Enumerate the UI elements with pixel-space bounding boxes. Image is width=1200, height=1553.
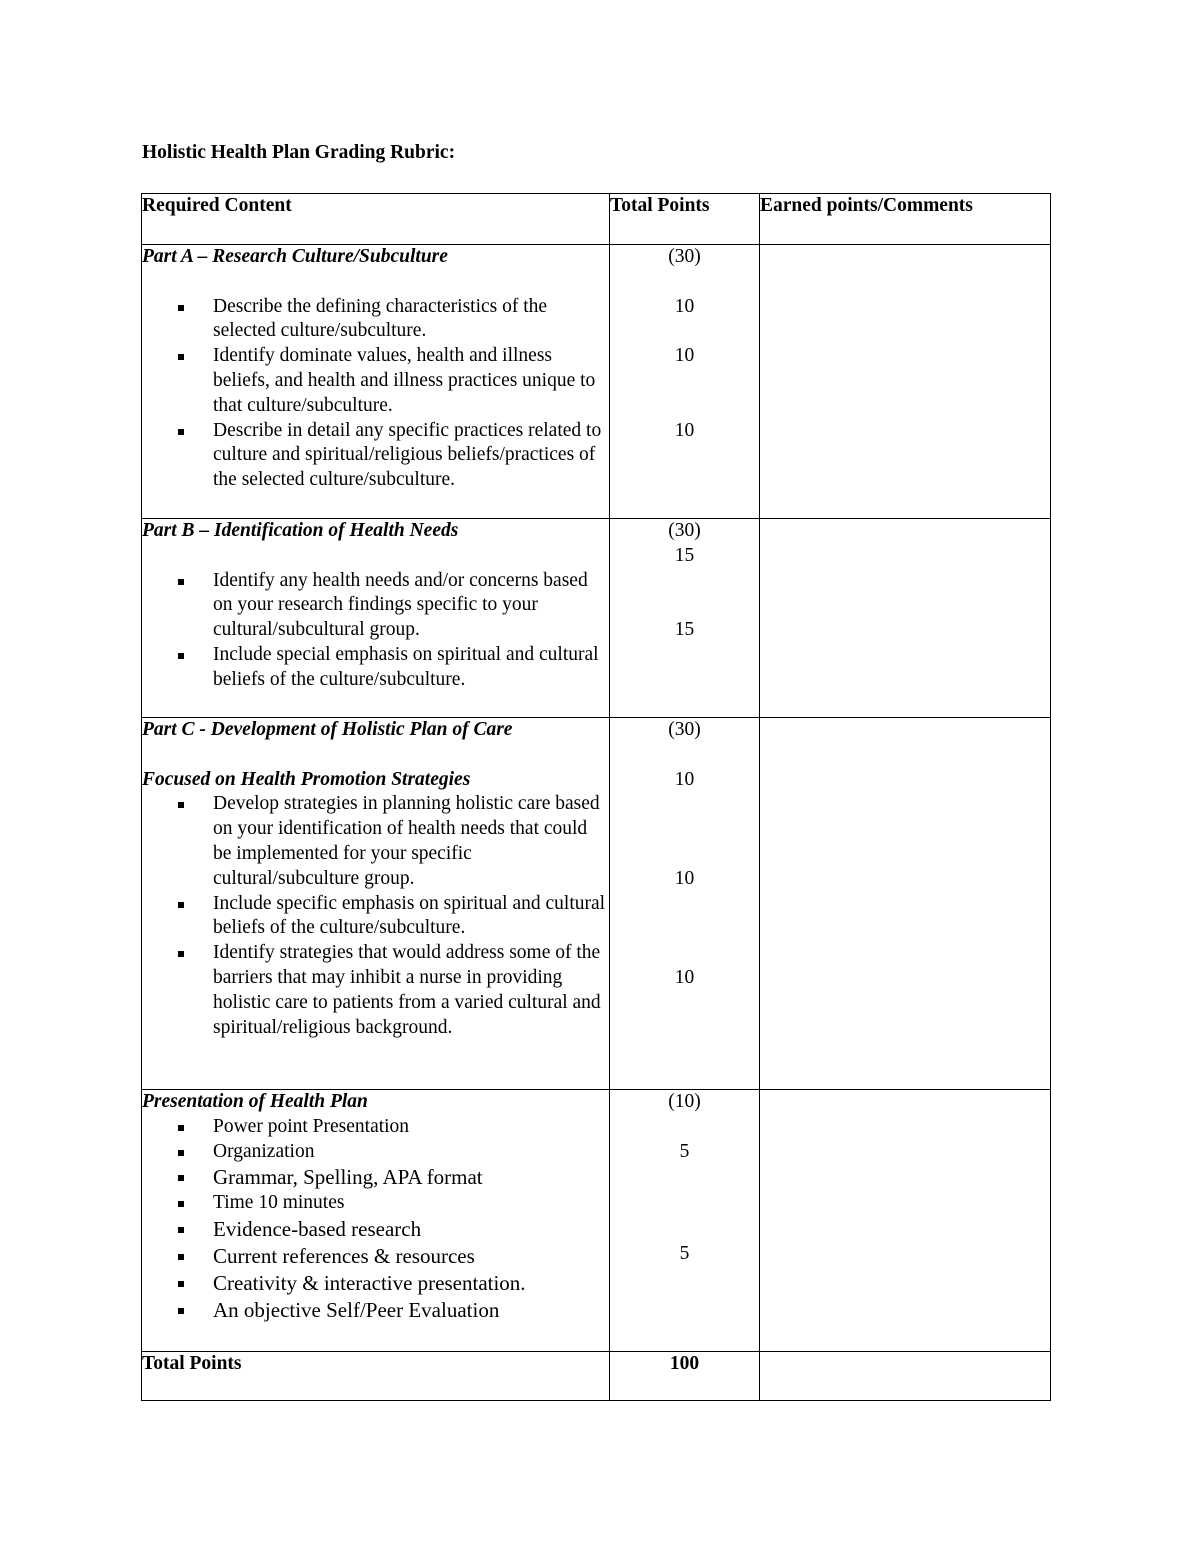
part-c-comments-cell[interactable] <box>760 718 1051 1090</box>
total-comments-cell[interactable] <box>760 1352 1051 1401</box>
part-b-points <box>610 519 760 718</box>
part-b-total: (30) <box>668 520 701 541</box>
header-earned-points-comments: Earned points/Comments <box>760 194 1051 245</box>
total-points-value: 100 <box>610 1352 760 1401</box>
list-item: Current references & resources <box>142 1243 609 1270</box>
list-item: Evidence-based research <box>142 1216 609 1243</box>
presentation-list <box>142 1115 609 1324</box>
points-value: 5 <box>679 1243 690 1265</box>
part-a-points <box>610 245 760 519</box>
part-c-total: (30) <box>668 719 701 740</box>
list-item: Include specific emphasis on spiritual and cultural beliefs of the culture/subculture. <box>142 892 609 942</box>
list-item: Creativity & interactive presentation. <box>142 1270 609 1297</box>
list-item: Grammar, Spelling, APA format <box>142 1164 609 1191</box>
presentation-title: Presentation of Health Plan <box>142 1091 368 1112</box>
points-value: 10 <box>674 295 695 317</box>
part-a-title: Part A – Research Culture/Subculture <box>142 246 448 267</box>
list-item: Include special emphasis on spiritual and cultural beliefs of the culture/subculture. <box>142 643 609 693</box>
part-a-row <box>142 245 1051 519</box>
points-value: 10 <box>674 419 695 441</box>
grading-rubric-table <box>141 193 1051 1401</box>
part-a-comments-cell[interactable] <box>760 245 1051 519</box>
part-c-row <box>142 718 1051 1090</box>
presentation-content <box>142 1090 610 1352</box>
part-c-title: Part C - Development of Holistic Plan of Care <box>142 719 513 740</box>
total-row <box>142 1352 1051 1401</box>
part-b-row <box>142 519 1051 718</box>
presentation-comments-cell[interactable] <box>760 1090 1051 1352</box>
list-item: Power point Presentation <box>142 1115 609 1140</box>
part-c-content <box>142 718 610 1090</box>
part-a-content <box>142 245 610 519</box>
list-item: Develop strategies in planning holistic care based on your identification of health needs that could be implemented for your specific cultural/subculture group. <box>142 792 609 891</box>
header-total-points: Total Points <box>610 194 760 245</box>
points-value: 15 <box>674 544 695 566</box>
document-title: Holistic Health Plan Grading Rubric: <box>142 142 456 163</box>
part-b-list <box>142 569 609 693</box>
part-a-total: (30) <box>668 246 701 267</box>
points-value: 15 <box>674 619 695 641</box>
part-b-title: Part B – Identification of Health Needs <box>142 520 459 541</box>
header-required-content: Required Content <box>142 194 610 245</box>
list-item: Describe the defining characteristics of the selected culture/subculture. <box>142 295 609 345</box>
part-c-points <box>610 718 760 1090</box>
part-c-subtitle: Focused on Health Promotion Strategies <box>142 768 471 790</box>
presentation-row <box>142 1090 1051 1352</box>
presentation-total: (10) <box>668 1091 701 1112</box>
list-item: An objective Self/Peer Evaluation <box>142 1297 609 1324</box>
header-row <box>142 194 1051 245</box>
part-a-list <box>142 295 609 493</box>
list-item: Time 10 minutes <box>142 1191 609 1216</box>
list-item: Identify dominate values, health and illness beliefs, and health and illness practices unique to that culture/subculture. <box>142 344 609 418</box>
points-value: 5 <box>679 1140 690 1162</box>
part-c-list <box>142 792 609 1040</box>
list-item: Describe in detail any specific practices related to culture and spiritual/religious beliefs/practices of the selected culture/subculture. <box>142 419 609 493</box>
list-item: Identify any health needs and/or concerns based on your research findings specific to your cultural/subcultural group. <box>142 569 609 643</box>
points-value: 10 <box>674 867 695 889</box>
points-value: 10 <box>674 768 695 790</box>
presentation-points <box>610 1090 760 1352</box>
list-item: Identify strategies that would address some of the barriers that may inhibit a nurse in providing holistic care to patients from a varied cultural and spiritual/religious background. <box>142 941 609 1040</box>
points-value: 10 <box>674 966 695 988</box>
points-value: 10 <box>674 345 695 367</box>
total-points-label: Total Points <box>142 1352 610 1401</box>
list-item: Organization <box>142 1140 609 1165</box>
part-b-comments-cell[interactable] <box>760 519 1051 718</box>
part-b-content <box>142 519 610 718</box>
